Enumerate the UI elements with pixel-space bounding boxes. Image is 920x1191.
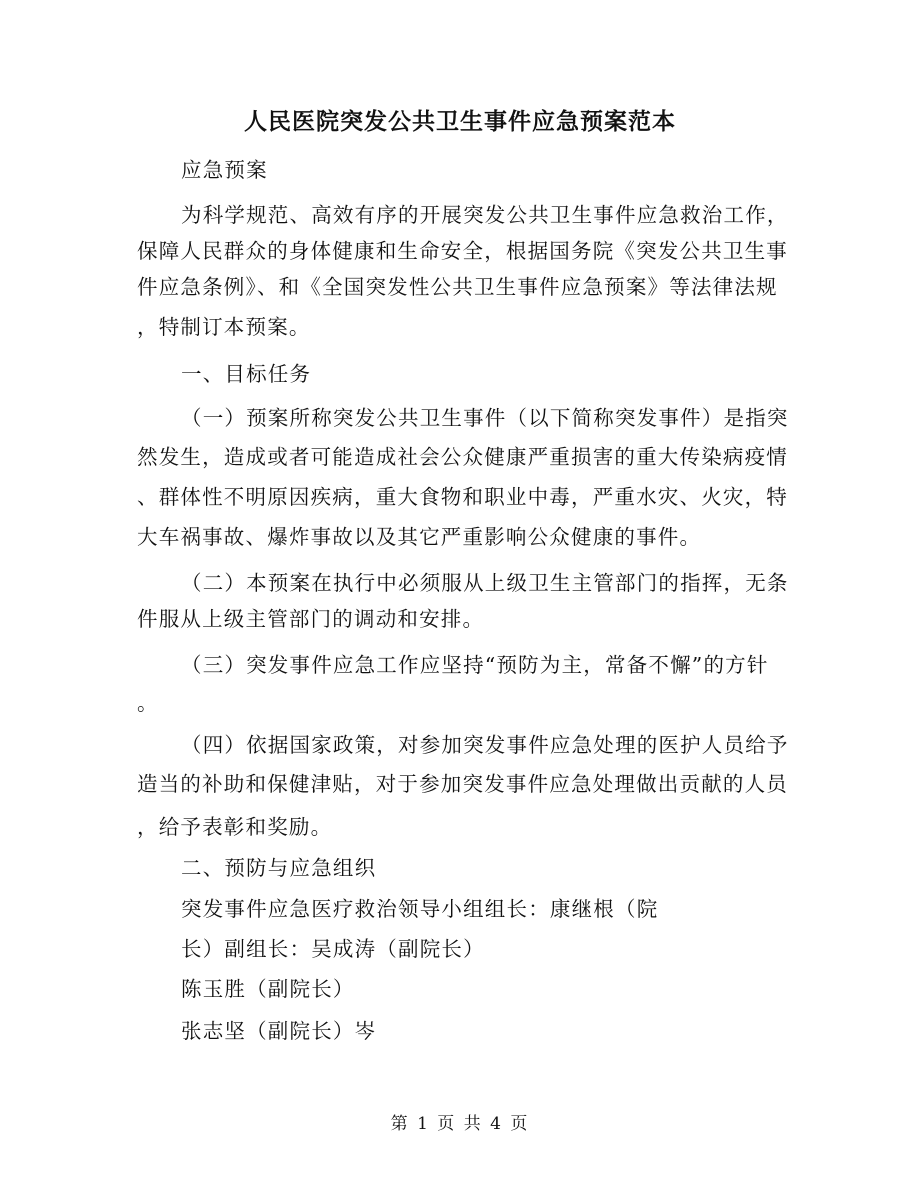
paragraph-line: 陈玉胜（副院长）	[181, 977, 355, 1001]
paragraph-line: 长）副组长：吴成涛（副院长）	[181, 937, 485, 961]
paragraph-line: 件应急条例》、和《全国突发性公共卫生事件应急预案》等法律法规	[137, 275, 778, 299]
paragraph-line: ，特制订本预案。	[137, 315, 311, 339]
paragraph-line: 然发生，造成或者可能造成社会公众健康严重损害的重大传染病疫情	[137, 445, 788, 469]
paragraph-line: 。	[137, 691, 159, 715]
section-heading: 二、预防与应急组织	[181, 856, 377, 880]
paragraph-line: （三）突发事件应急工作应坚持“预防为主，常备不懈”的方针	[181, 653, 769, 677]
paragraph-line: 张志坚（副院长）岑	[181, 1019, 377, 1043]
paragraph-line: ，给予表彰和奖励。	[137, 815, 333, 839]
paragraph-line: 突发事件应急医疗救治领导小组组长：康继根（院	[181, 897, 659, 921]
paragraph-line: 件服从上级主管部门的调动和安排。	[137, 607, 485, 631]
paragraph-line: （二）本预案在执行中必须服从上级卫生主管部门的指挥，无条	[181, 571, 789, 595]
paragraph-line: 、群体性不明原因疾病，重大食物和职业中毒，严重水灾、火灾，特	[137, 485, 788, 509]
paragraph-line: （一）预案所称突发公共卫生事件（以下简称突发事件）是指突	[181, 406, 789, 430]
page-number: 第 1 页 共 4 页	[390, 1114, 530, 1134]
section-heading: 一、目标任务	[181, 362, 312, 386]
paragraph-line: （四）依据国家政策，对参加突发事件应急处理的医护人员给予	[181, 733, 789, 757]
paragraph-line: 大车祸事故、爆炸事故以及其它严重影响公众健康的事件。	[137, 525, 702, 549]
paragraph-line: 为科学规范、高效有序的开展突发公共卫生事件应急救治工作，	[181, 203, 789, 227]
document-title: 人民医院突发公共卫生事件应急预案范本	[244, 108, 676, 135]
paragraph-line: 造当的补助和保健津贴，对于参加突发事件应急处理做出贡献的人员	[137, 772, 788, 796]
section-label: 应急预案	[181, 158, 268, 182]
paragraph-line: 保障人民群众的身体健康和生命安全，根据国务院《突发公共卫生事	[137, 239, 788, 263]
